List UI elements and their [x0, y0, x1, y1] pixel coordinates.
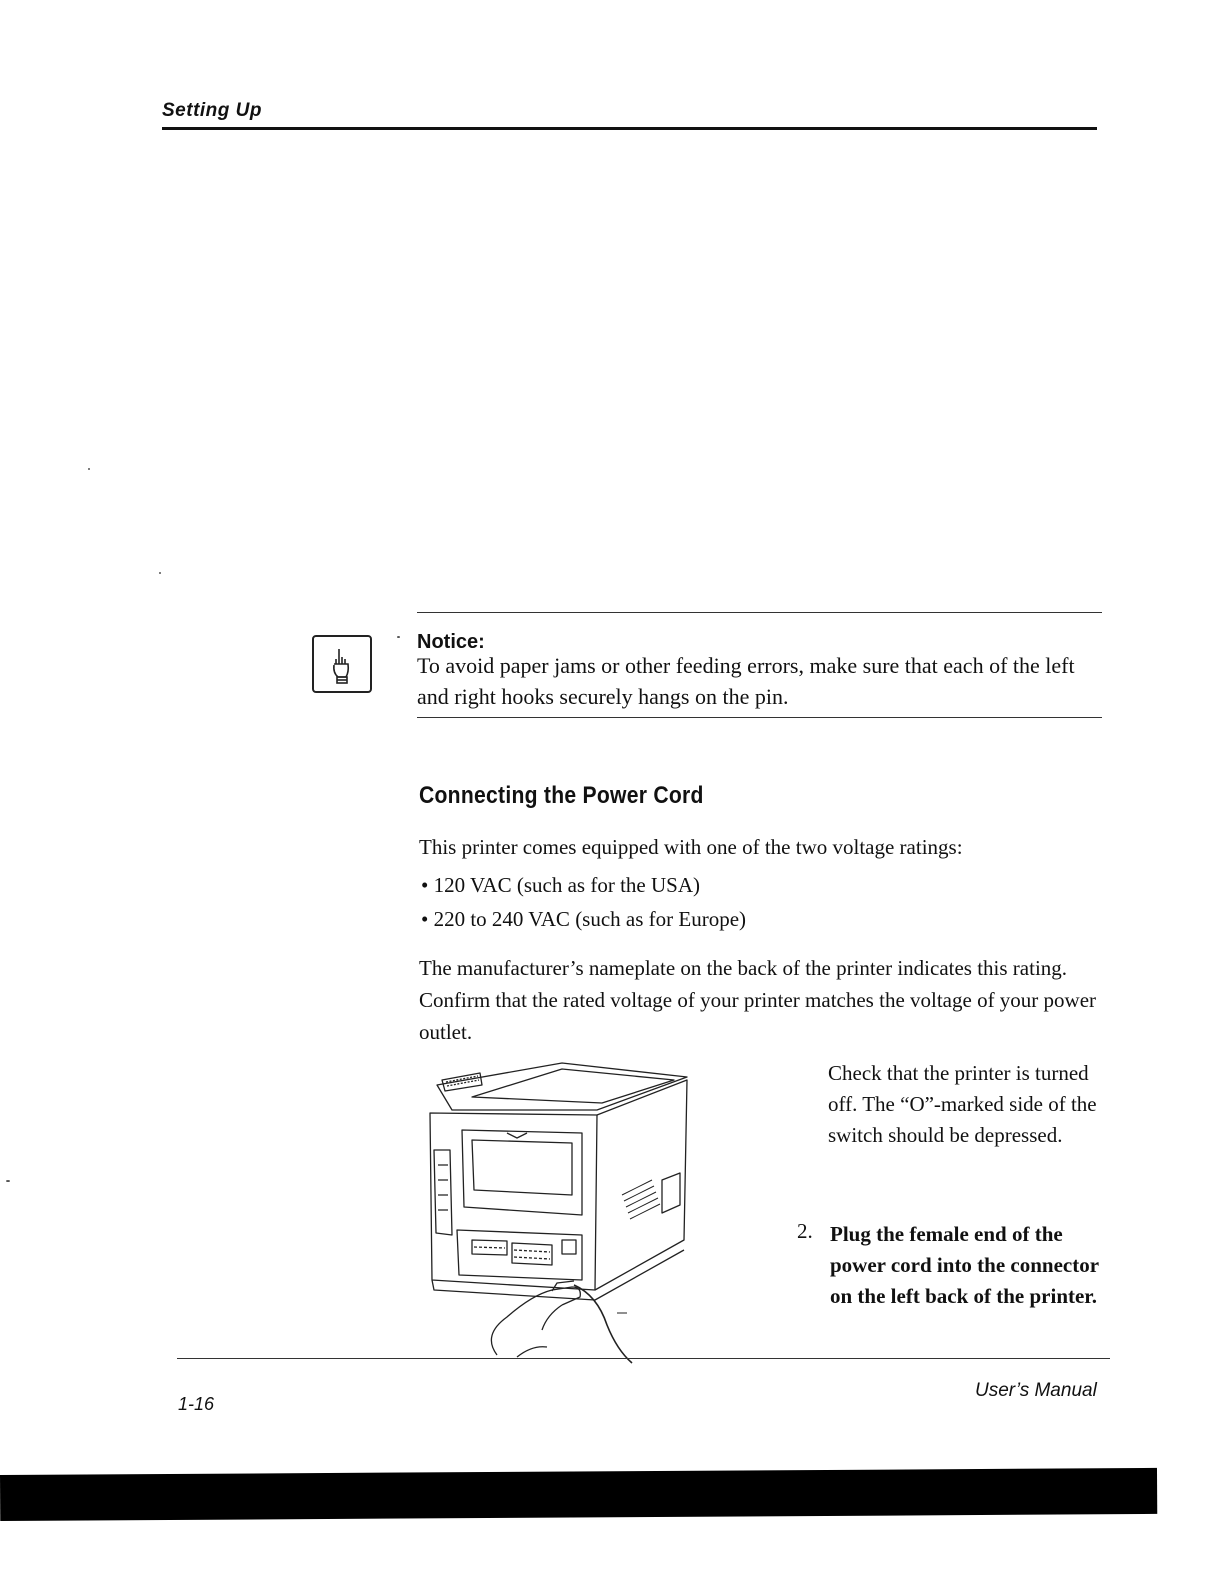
step-2-text: Plug the female end of the power cord into the connector on the left back of the printer.	[830, 1222, 1099, 1308]
printer-power-cord-illustration	[412, 1055, 697, 1365]
scan-speck	[159, 572, 161, 574]
manual-title: User’s Manual	[975, 1380, 1097, 1401]
step-1-text: Check that the printer is turned off. The “O”-marked side of the switch should be depressed.	[828, 1061, 1097, 1147]
scan-speck	[397, 636, 400, 638]
running-header: Setting Up	[162, 100, 262, 121]
notice-hand-icon	[312, 635, 372, 693]
voltage-bullet-120: • 120 VAC (such as for the USA)	[421, 873, 700, 897]
nameplate-paragraph: The manufacturer’s nameplate on the back of the printer indicates this rating. Confirm that the rated voltage of your printer matches the voltage of your power outlet.	[419, 956, 1097, 1044]
voltage-bullet-220-240: • 220 to 240 VAC (such as for Europe)	[421, 907, 747, 931]
page-number: 1-16	[178, 1394, 215, 1414]
section-intro: This printer comes equipped with one of the two voltage ratings:	[419, 835, 963, 859]
notice-text: To avoid paper jams or other feeding errors, make sure that each of the left and right hooks securely hangs on the pin.	[417, 653, 1075, 709]
scan-speck	[6, 1180, 10, 1182]
footer-rule	[177, 1358, 1110, 1359]
step-2-number: 2.	[797, 1219, 813, 1243]
notice-bottom-rule	[417, 717, 1102, 718]
header-rule	[162, 127, 1097, 130]
scan-edge-bar	[0, 1468, 1157, 1521]
scan-speck	[88, 468, 90, 470]
notice-title: Notice:	[417, 631, 485, 653]
section-heading: Connecting the Power Cord	[419, 782, 704, 809]
notice-top-rule	[417, 612, 1102, 613]
